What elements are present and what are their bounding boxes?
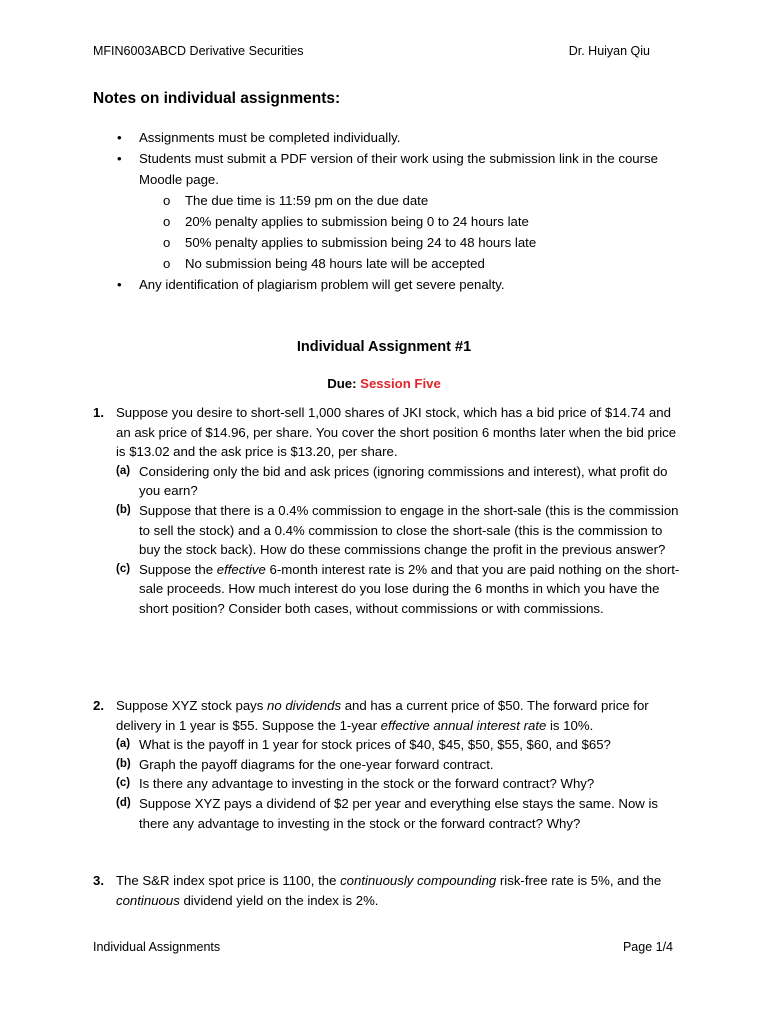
due-label: Due: <box>327 376 357 391</box>
question-text: Suppose you desire to short-sell 1,000 shares of JKI stock, which has a bid price of $14.74 and an ask price of $14.96, per share. You cover the short position 6 months later when the bid price is $13.02 and the ask price is $13.20, per share. <box>116 405 677 460</box>
sub-list-item: o 50% penalty applies to submission being 24 to 48 hours late <box>139 232 663 253</box>
question-number: 1. <box>93 405 104 420</box>
question-part: (c) Suppose the effective 6-month interest rate is 2% and that you are paid nothing on the short-sale proceeds. How much interest do you lose during the 6 months in which you have the short position? Consider both cases, without commissions or with commissions. <box>116 561 680 616</box>
sub-list-item: o No submission being 48 hours late will be accepted <box>139 253 663 274</box>
list-item: • Any identification of plagiarism problem will get severe penalty. <box>93 274 663 295</box>
circle-bullet-icon: o <box>163 235 171 250</box>
question-1 <box>93 403 683 619</box>
notes-title: Notes on individual assignments: <box>93 90 341 107</box>
instructor-header: Dr. Huiyan Qiu <box>568 44 650 58</box>
sub-list-item: o The due time is 11:59 pm on the due date <box>139 190 663 211</box>
notes-list <box>93 127 663 295</box>
bullet-icon: • <box>117 277 122 292</box>
question-number: 3. <box>93 873 104 888</box>
part-label: (b) <box>116 503 131 516</box>
question-2 <box>93 696 683 833</box>
footer-left: Individual Assignments <box>93 940 221 954</box>
bullet-icon: • <box>117 130 122 145</box>
question-3 <box>93 871 683 910</box>
circle-bullet-icon: o <box>163 256 171 271</box>
question-part: (c) Is there any advantage to investing in the stock or the forward contract? Why? <box>93 774 683 794</box>
bullet-icon: • <box>117 151 122 166</box>
question-part: (d) Suppose XYZ pays a dividend of $2 per year and everything else stays the same. Now is there any advantage to investing in the stock or the forward contract? Why? <box>116 795 658 831</box>
part-label: (d) <box>116 796 131 809</box>
part-label: (a) <box>116 464 131 477</box>
question-number: 2. <box>93 698 104 713</box>
circle-bullet-icon: o <box>163 214 171 229</box>
question-text: The S&R index spot price is 1100, the continuously compounding risk-free rate is 5%, and the continuous dividend yield on the index is 2%. <box>116 873 662 908</box>
course-header: MFIN6003ABCD Derivative Securities <box>93 44 304 58</box>
due-value: Session Five <box>360 376 441 391</box>
question-part: (b) Graph the payoff diagrams for the one-year forward contract. <box>93 755 683 775</box>
part-label: (c) <box>116 562 131 575</box>
sub-list-item: o 20% penalty applies to submission being 0 to 24 hours late <box>139 211 663 232</box>
question-text: Suppose XYZ stock pays no dividends and has a current price of $50. The forward price for delivery in 1 year is $55. Suppose the 1-year effective annual interest rate is 10%. <box>116 698 649 733</box>
question-part: (a) What is the payoff in 1 year for stock prices of $40, $45, $50, $55, $60, and $65? <box>93 735 683 755</box>
part-label: (c) <box>116 777 131 790</box>
list-item: • Assignments must be completed individually. <box>93 127 663 148</box>
question-part: (b) Suppose that there is a 0.4% commission to engage in the short-sale (this is the commission to sell the stock) and a 0.4% commission to close the short-sale (this is the commission to buy the stock back). How do these commissions change the profit in the previous answer? <box>116 502 679 558</box>
part-label: (b) <box>116 757 131 770</box>
part-label: (a) <box>116 738 131 751</box>
circle-bullet-icon: o <box>163 193 171 208</box>
list-item: • Students must submit a PDF version of their work using the submission link in the course Moodle page. o The due time is 11:59 pm on the due date o 20% penalty applies to submission being 0 to 24 hours late o 50% penalty applies to submission being 24 to 48 hours late o No submission being 48 hours late will be accepted <box>93 148 663 274</box>
sub-list <box>139 190 663 274</box>
assignment-title: Individual Assignment #1 <box>296 339 472 355</box>
question-part: (a) Considering only the bid and ask prices (ignoring commissions and interest), what profit do you earn? <box>116 463 668 499</box>
due-line <box>0 376 768 391</box>
page-number: Page 1/4 <box>622 940 673 954</box>
